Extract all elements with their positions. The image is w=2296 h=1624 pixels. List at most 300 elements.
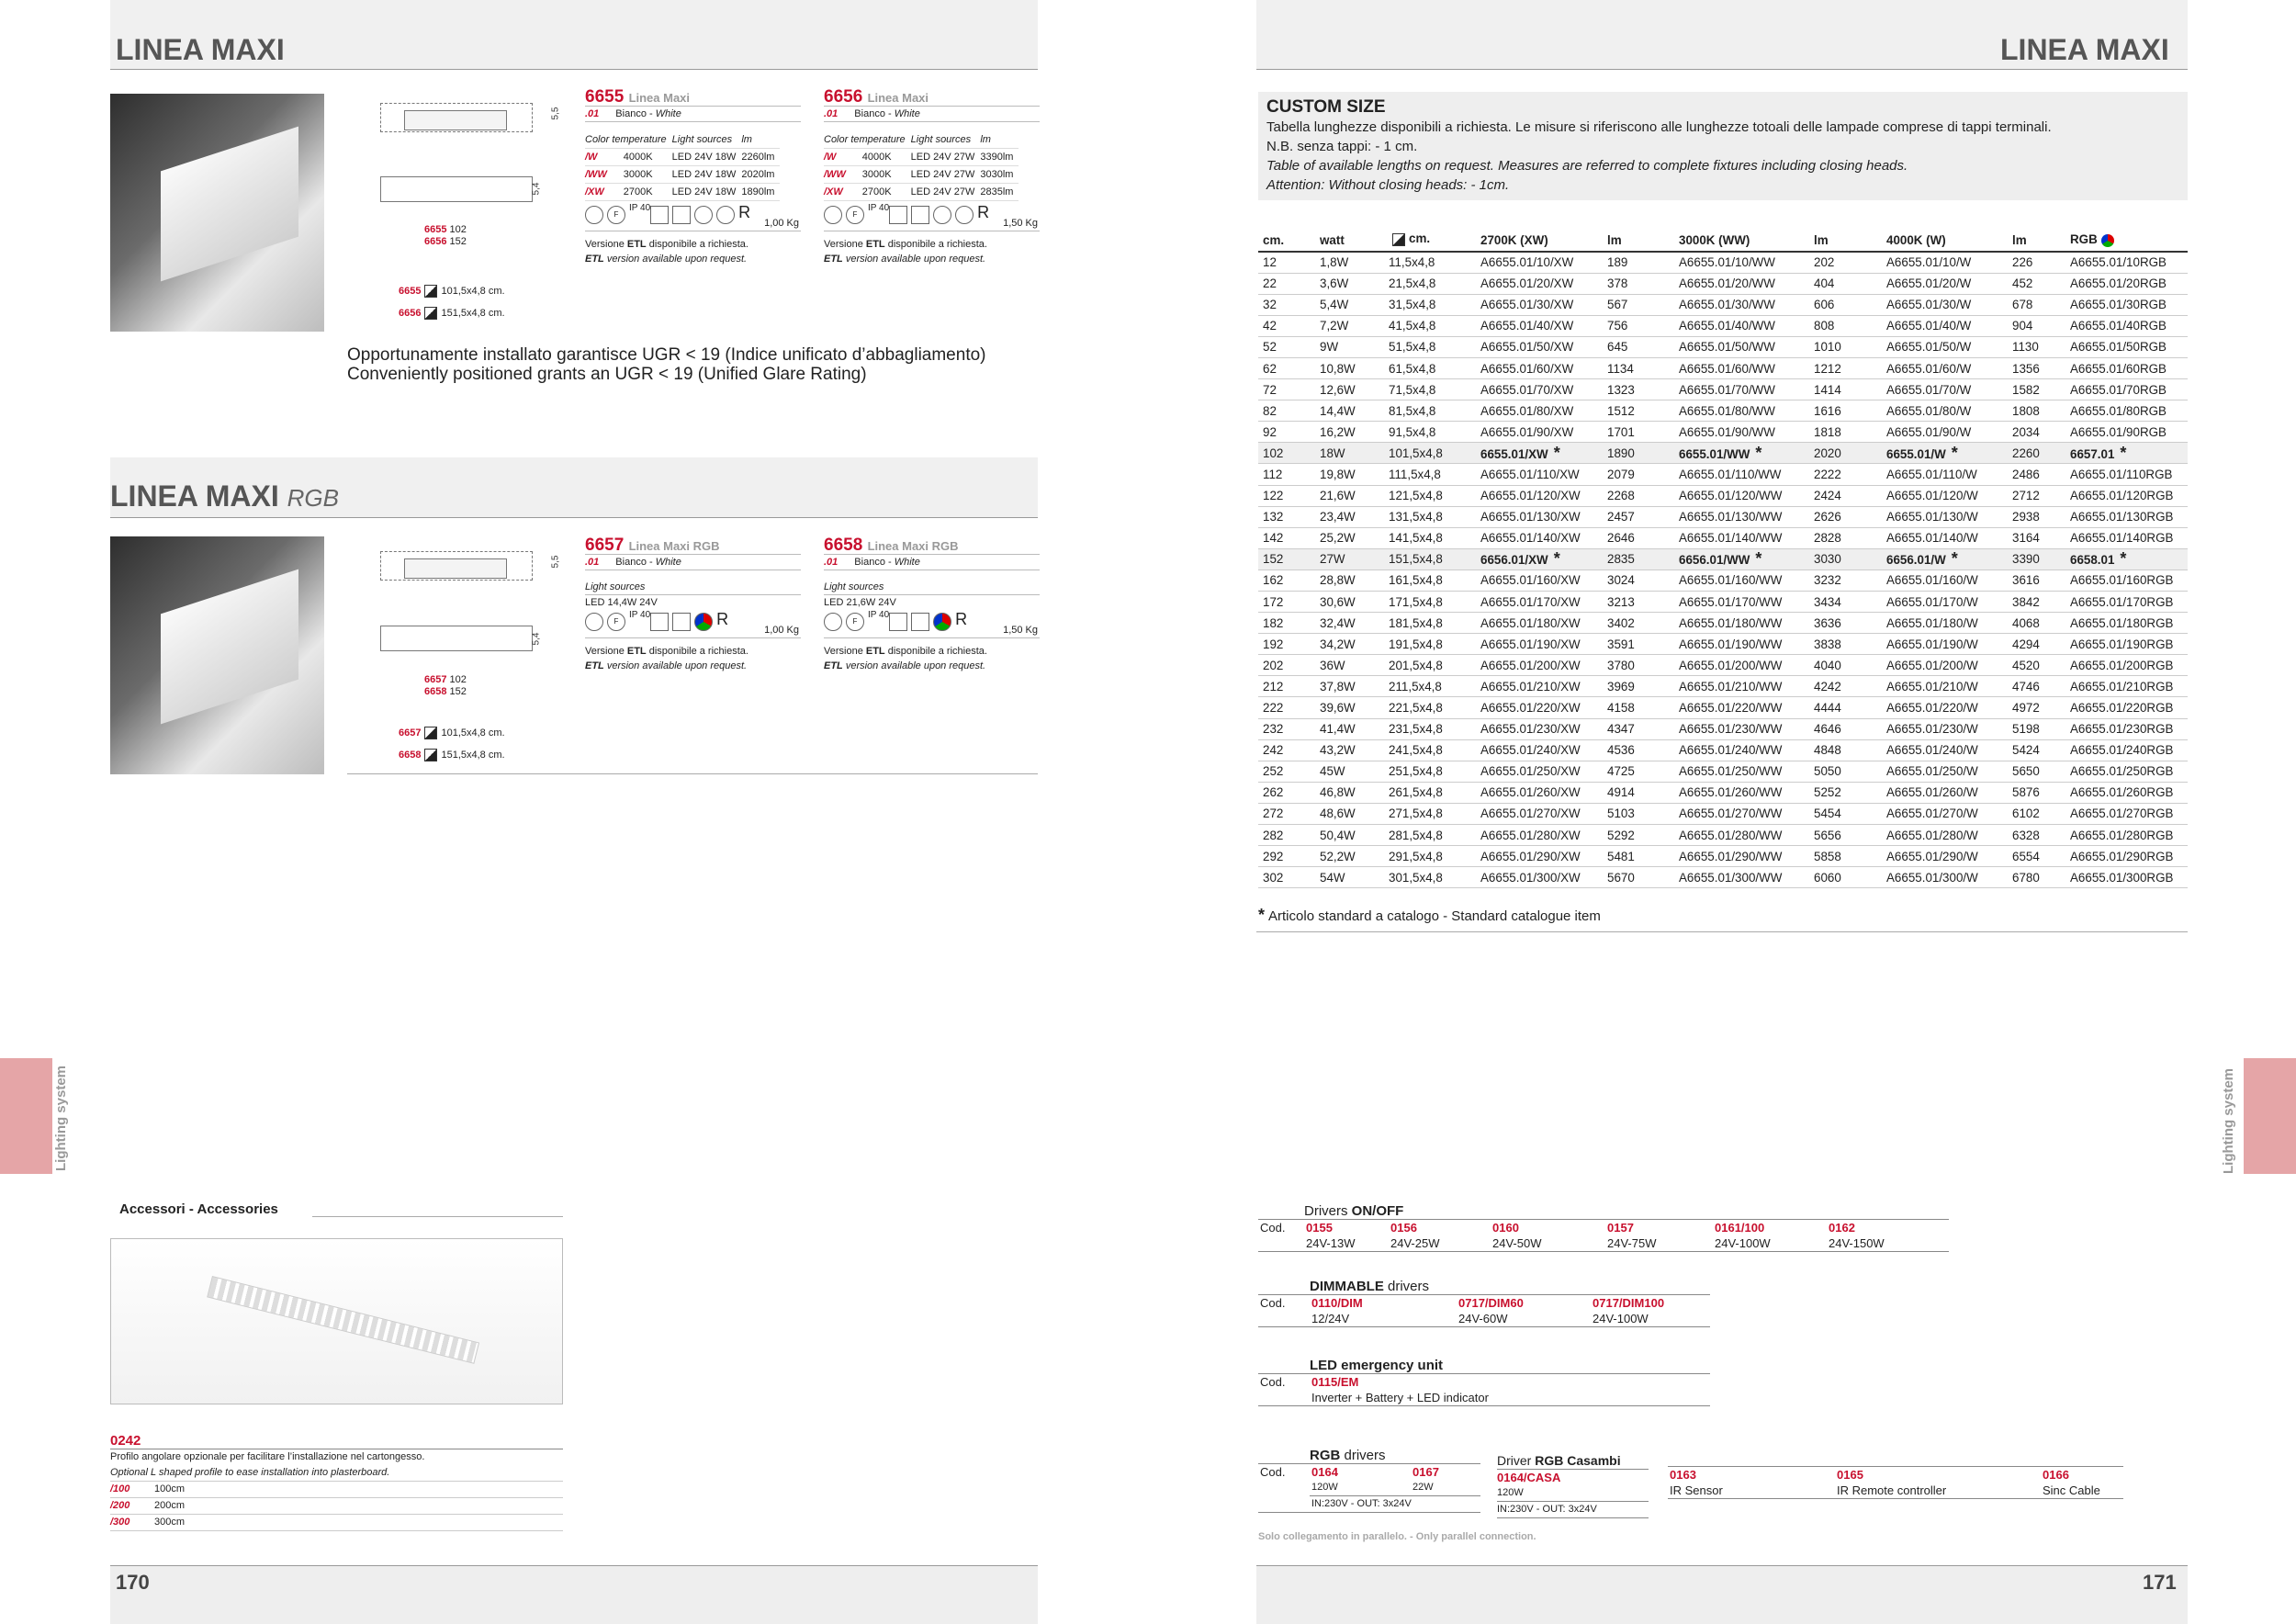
table-row [1258,782,2188,803]
accessory-code: 0242 [110,1433,563,1449]
table-cell: 3402 [1603,613,1674,634]
dimension-icon [424,307,437,320]
table-cell: 2486 [2008,464,2065,485]
casambi-code: 0164/CASA [1497,1471,1561,1484]
driver-spec: 24V-100W [1715,1236,1771,1250]
rgb-icon [2101,234,2114,247]
cell: 4000K [624,149,672,166]
ls-value: LED 14,4W 24V [585,597,658,608]
table-cell: 226 [2008,252,2065,273]
f-mark-icon: F [607,613,625,631]
table-cell: 131,5x4,8 [1384,506,1476,527]
table-cell: 51,5x4,8 [1384,336,1476,357]
driver-code: 0160 [1492,1221,1519,1235]
table-cell: A6655.01/160RGB [2065,570,2188,591]
table-cell: A6655.01/180/W [1882,613,2008,634]
table-cell: A6655.01/10RGB [2065,252,2188,273]
table-cell: 112 [1258,464,1315,485]
etl-it-post: disponibile a richiesta. [884,646,987,657]
table-cell: 6328 [2008,825,2065,846]
weight: 1,50 Kg [1003,625,1038,636]
table-row [1258,634,2188,655]
table-cell: 2222 [1809,464,1882,485]
size-val: 101,5x4,8 cm. [441,727,505,739]
table-cell: A6655.01/270/XW [1476,803,1603,824]
table-cell: A6655.01/20RGB [2065,273,2188,294]
table-cell: A6655.01/190RGB [2065,634,2188,655]
table-cell: 52 [1258,336,1315,357]
table-cell: 6060 [1809,867,1882,888]
table-cell: A6655.01/230/XW [1476,718,1603,739]
table-cell: 12,6W [1315,379,1384,400]
etl-it-pre: Versione [824,239,866,250]
table-cell: A6655.01/30/XW [1476,294,1603,315]
table-cell: A6655.01/240/XW [1476,739,1603,761]
table-cell: A6655.01/250/W [1882,761,2008,782]
accessory-photo [110,1238,563,1404]
table-cell: 52,2W [1315,846,1384,867]
table-cell: 72 [1258,379,1315,400]
table-row [1258,357,2188,378]
table-cell: 5424 [2008,739,2065,761]
table-cell: 202 [1809,252,1882,273]
table-cell: 2938 [2008,506,2065,527]
size-code: 6655 [399,286,422,297]
cell-text: 6656.01/XW [1480,553,1548,568]
table-cell [1882,443,2008,464]
table-cell: 30,6W [1315,592,1384,613]
divider [1256,931,2188,932]
table-cell: 3969 [1603,676,1674,697]
table-cell: 11,5x4,8 [1384,252,1476,273]
col-header-label: RGB [2070,232,2098,247]
table-row [1258,379,2188,400]
table-cell: A6655.01/30/WW [1674,294,1809,315]
col-header: lm [980,131,1019,149]
table-row [1258,613,2188,634]
f-mark-icon: F [607,206,625,224]
table-cell: 46,8W [1315,782,1384,803]
acc-variant-len: 300cm [154,1515,563,1531]
driver-code: 0162 [1829,1221,1855,1235]
table-cell: 261,5x4,8 [1384,782,1476,803]
table-cell: 141,5x4,8 [1384,527,1476,548]
col-header: lm [1603,229,1674,252]
etl-it-pre: Versione [585,646,627,657]
cell: 3030lm [980,166,1019,184]
table-cell: A6655.01/250/XW [1476,761,1603,782]
ugr-it: Opportunamente installato garantisce UGR < 19 (Indice unificato d’abbagliamento) [347,345,986,365]
col-header [2065,229,2188,252]
casambi-watt: 120W [1497,1487,1524,1498]
table-cell: A6655.01/20/W [1882,273,2008,294]
table-cell: 904 [2008,315,2065,336]
len-code: 6658 [424,686,447,697]
driver-code: 0164 [1311,1465,1338,1479]
table-cell: 4294 [2008,634,2065,655]
accessory-code: 0163 [1670,1468,1696,1482]
star-icon: * [1951,549,1958,569]
cell: /WW [585,166,624,184]
cell-text: 6655.01/W [1886,446,1946,461]
standard-note-text: Articolo standard a catalogo - Standard catalogue item [1268,908,1601,924]
table-cell: 221,5x4,8 [1384,697,1476,718]
driver-code: 0161/100 [1715,1221,1765,1235]
table-cell: 10,8W [1315,357,1384,378]
col-header: watt [1315,229,1384,252]
table-cell: A6655.01/190/WW [1674,634,1809,655]
table-cell: A6655.01/260RGB [2065,782,2188,803]
cell: 3000K [624,166,672,184]
table-cell: 271,5x4,8 [1384,803,1476,824]
table-cell: 251,5x4,8 [1384,761,1476,782]
custom-size-table [1258,229,2188,888]
driver-spec: 24V-50W [1492,1236,1542,1250]
cell: 4000K [862,149,911,166]
table-cell: A6655.01/200/XW [1476,655,1603,676]
driver-spec: 24V-13W [1306,1236,1356,1250]
etl-bold: ETL [626,646,647,657]
rgb-suffix: RGB [287,484,339,512]
table-row [1258,846,2188,867]
custom-title: CUSTOM SIZE [1266,97,1386,117]
etl-bold: ETL [865,239,885,250]
table-cell: 241,5x4,8 [1384,739,1476,761]
table-cell: 272 [1258,803,1315,824]
table-cell: 378 [1603,273,1674,294]
acc-variant-len: 100cm [154,1482,563,1498]
dimm-post: drivers [1383,1279,1430,1294]
table-cell: A6655.01/160/W [1882,570,2008,591]
driver-code: 0110/DIM [1311,1296,1363,1310]
col-header-label: cm. [1409,231,1431,245]
table-row [1258,803,2188,824]
table-cell: A6655.01/90/WW [1674,422,1809,443]
table-cell: A6655.01/260/XW [1476,782,1603,803]
table-cell: 37,8W [1315,676,1384,697]
product-photo-6657 [110,536,324,774]
table-cell: A6655.01/230/W [1882,718,2008,739]
table-cell: 1701 [1603,422,1674,443]
len-val: 102 [449,224,467,235]
cell: LED 24V 18W [672,184,742,201]
table-cell: 111,5x4,8 [1384,464,1476,485]
table-cell: 92 [1258,422,1315,443]
table-cell: 678 [2008,294,2065,315]
driver-spec: 24V-25W [1390,1236,1440,1250]
table-cell: 122 [1258,485,1315,506]
table-cell: 4914 [1603,782,1674,803]
finish: Bianco - [615,108,656,119]
table-cell: 4746 [2008,676,2065,697]
table-cell: A6655.01/210RGB [2065,676,2188,697]
profile-drawing [404,110,507,130]
table-cell: 5876 [2008,782,2065,803]
table-cell: A6655.01/170/W [1882,592,2008,613]
ip-rating: IP 40 [629,610,651,620]
table-cell: 404 [1809,273,1882,294]
cell: LED 24V 18W [672,149,742,166]
table-cell: A6655.01/290/W [1882,846,2008,867]
driver-code: 0156 [1390,1221,1417,1235]
finish-code: .01 [824,557,838,568]
side-tab-label: Lighting system [2221,1067,2236,1174]
table-cell: 182 [1258,613,1315,634]
table-header-row [1258,229,2188,252]
table-cell: 212 [1258,676,1315,697]
table-cell [1476,548,1603,570]
table-cell: 6780 [2008,867,2065,888]
table-cell: A6655.01/190/W [1882,634,2008,655]
table-cell: 1356 [2008,357,2065,378]
table-cell: A6655.01/10/W [1882,252,2008,273]
table-cell: 231,5x4,8 [1384,718,1476,739]
table-cell: 1890 [1603,443,1674,464]
finish-en: White [655,108,681,119]
table-row [1258,294,2188,315]
table-cell: 808 [1809,315,1882,336]
table-cell: A6655.01/40/W [1882,315,2008,336]
spec-table [824,131,1019,201]
table-cell: 6102 [2008,803,2065,824]
len-code: 6655 [424,224,447,235]
etl-bold: ETL [824,254,843,265]
table-row [1258,315,2188,336]
cell: LED 24V 27W [911,149,981,166]
table-cell: A6655.01/280/WW [1674,825,1809,846]
no-dimmer-icon [672,613,691,631]
class-icon [824,206,842,224]
finish-en: White [655,557,681,568]
table-cell: 4347 [1603,718,1674,739]
table-cell: A6655.01/200RGB [2065,655,2188,676]
cell-text: 6655.01/WW [1679,446,1750,461]
table-cell: 2828 [1809,527,1882,548]
cri-icon [955,206,974,224]
table-cell: 62 [1258,357,1315,378]
table-cell: 1414 [1809,379,1882,400]
table-cell: 5050 [1809,761,1882,782]
drivers-casambi [1497,1453,1649,1518]
table-cell: A6655.01/120/W [1882,485,2008,506]
table-cell [1882,548,2008,570]
table-cell: A6655.01/180/WW [1674,613,1809,634]
ls-value: LED 21,6W 24V [824,597,896,608]
accessory-name: Sinc Cable [2043,1483,2100,1497]
page-number-left: 170 [116,1571,150,1594]
weight: 1,00 Kg [764,625,799,636]
rgb-title: LINEA MAXI [110,479,279,513]
table-cell: 3636 [1809,613,1882,634]
table-cell: 5,4W [1315,294,1384,315]
table-cell: A6655.01/10/WW [1674,252,1809,273]
size-val: 151,5x4,8 cm. [441,750,505,761]
table-cell: 3780 [1603,655,1674,676]
driver-spec: 12/24V [1311,1312,1350,1325]
table-cell: A6655.01/140RGB [2065,527,2188,548]
table-cell: A6655.01/220/W [1882,697,2008,718]
driver-code: 0717/DIM100 [1593,1296,1665,1310]
table-cell [1674,443,1809,464]
table-cell: 291,5x4,8 [1384,846,1476,867]
table-cell: 41,5x4,8 [1384,315,1476,336]
table-cell: 9W [1315,336,1384,357]
footer-band-right [1256,1565,2188,1624]
table-cell: 181,5x4,8 [1384,613,1476,634]
table-cell [1674,548,1809,570]
table-cell: A6655.01/260/W [1882,782,2008,803]
table-cell: A6655.01/300RGB [2065,867,2188,888]
product-name: Linea Maxi RGB [628,539,720,553]
table-cell: 3616 [2008,570,2065,591]
table-cell: A6655.01/270/W [1882,803,2008,824]
emergency-title: LED emergency unit [1258,1358,1710,1374]
table-cell: 19,8W [1315,464,1384,485]
table-cell: 452 [2008,273,2065,294]
table-cell: 1323 [1603,379,1674,400]
etl-it-post: disponibile a richiesta. [646,646,748,657]
side-tab-right [2244,1058,2296,1174]
table-cell: 21,5x4,8 [1384,273,1476,294]
parallel-note: Solo collegamento in parallelo. - Only parallel connection. [1258,1531,1536,1542]
table-row [1258,400,2188,422]
footer-band-left [110,1565,1038,1624]
led-emergency [1258,1358,1710,1406]
product-code: 6657 [585,536,625,555]
cod-label: Cod. [1260,1465,1286,1479]
table-cell: 4520 [2008,655,2065,676]
drivers-onoff-bold: ON/OFF [1351,1203,1404,1219]
r-mark-icon: R [716,610,729,628]
divider [347,773,1038,774]
product-photo-6655 [110,94,324,332]
f-mark-icon: F [846,613,864,631]
table-cell: 91,5x4,8 [1384,422,1476,443]
product-name: Linea Maxi [867,91,929,105]
table-cell: A6655.01/40/WW [1674,315,1809,336]
table-cell: A6655.01/200/W [1882,655,2008,676]
table-cell: A6655.01/280RGB [2065,825,2188,846]
table-cell: 2835 [1603,548,1674,570]
product-6658 [824,538,1040,673]
emergency-code: 0115/EM [1311,1375,1359,1389]
finish-en: White [894,108,920,119]
table-cell: A6655.01/120RGB [2065,485,2188,506]
cell-text: 6657.01 [2070,446,2115,461]
table-cell: A6655.01/90/W [1882,422,2008,443]
profile-drawing [404,558,507,579]
table-cell: 3591 [1603,634,1674,655]
table-cell: A6655.01/170/XW [1476,592,1603,613]
table-cell: A6655.01/290RGB [2065,846,2188,867]
table-cell: A6655.01/280/W [1882,825,2008,846]
table-cell: 54W [1315,867,1384,888]
size-val: 101,5x4,8 cm. [441,286,505,297]
table-cell: 191,5x4,8 [1384,634,1476,655]
size-code: 6657 [399,727,422,739]
col-header: Light sources [672,131,742,149]
etl-it-pre: Versione [824,646,866,657]
table-cell: 42 [1258,315,1315,336]
table-cell: A6655.01/90RGB [2065,422,2188,443]
len-val: 152 [449,236,467,247]
dimension-icon [424,285,437,298]
table-cell: 50,4W [1315,825,1384,846]
table-cell: 232 [1258,718,1315,739]
table-cell: 25,2W [1315,527,1384,548]
table-row [1258,464,2188,485]
table-cell: 252 [1258,761,1315,782]
col-header: cm. [1258,229,1315,252]
table-cell: 4725 [1603,761,1674,782]
col-header: lm [2008,229,2065,252]
table-cell: 21,6W [1315,485,1384,506]
table-cell: A6655.01/70/XW [1476,379,1603,400]
length-list [424,674,467,698]
table-cell: 1818 [1809,422,1882,443]
cell: 2260lm [741,149,780,166]
etl-en-post: version available upon request. [842,660,986,671]
table-cell: 292 [1258,846,1315,867]
table-cell: A6655.01/130/XW [1476,506,1603,527]
table-row [1258,867,2188,888]
weight: 1,50 Kg [1003,218,1038,229]
table-cell: 43,2W [1315,739,1384,761]
table-cell: 4242 [1809,676,1882,697]
table-cell [2065,548,2188,570]
table-cell: A6655.01/50/WW [1674,336,1809,357]
table-cell: A6655.01/240/W [1882,739,2008,761]
table-cell: A6655.01/220/WW [1674,697,1809,718]
cell: 2700K [862,184,911,201]
ls-label: Light sources [824,580,1040,595]
rgb-icon [933,613,951,631]
table-cell: A6655.01/160/WW [1674,570,1809,591]
cell: 2020lm [741,166,780,184]
cell: LED 24V 18W [672,166,742,184]
etl-en-post: version available upon request. [842,254,986,265]
table-cell: 2020 [1809,443,1882,464]
len-code: 6656 [424,236,447,247]
cell-text: 6656.01/WW [1679,553,1750,568]
table-row [1258,548,2188,570]
driver-spec: 120W [1311,1482,1338,1493]
star-icon: * [1755,549,1762,569]
table-cell: A6655.01/130/W [1882,506,2008,527]
table-cell: A6655.01/60/WW [1674,357,1809,378]
table-cell: 262 [1258,782,1315,803]
cell: 3390lm [980,149,1019,166]
rgb-section-title [110,479,339,513]
table-cell: 2712 [2008,485,2065,506]
table-cell: A6655.01/30/W [1882,294,2008,315]
drivers-onoff-pre: Drivers [1304,1203,1352,1219]
table-row [1258,570,2188,591]
no-dimmer-icon [911,206,929,224]
len-val: 102 [449,674,467,685]
etl-en-post: version available upon request. [603,254,748,265]
accessory-0242 [110,1433,563,1531]
cell-text: 6656.01/W [1886,553,1946,568]
ugr-note [347,345,986,384]
table-row [1258,485,2188,506]
col-header: Color temperature [585,131,672,149]
table-cell: 41,4W [1315,718,1384,739]
etl-it-pre: Versione [585,239,627,250]
table-cell: A6655.01/40/XW [1476,315,1603,336]
f-mark-icon: F [846,206,864,224]
table-cell: A6655.01/90/XW [1476,422,1603,443]
